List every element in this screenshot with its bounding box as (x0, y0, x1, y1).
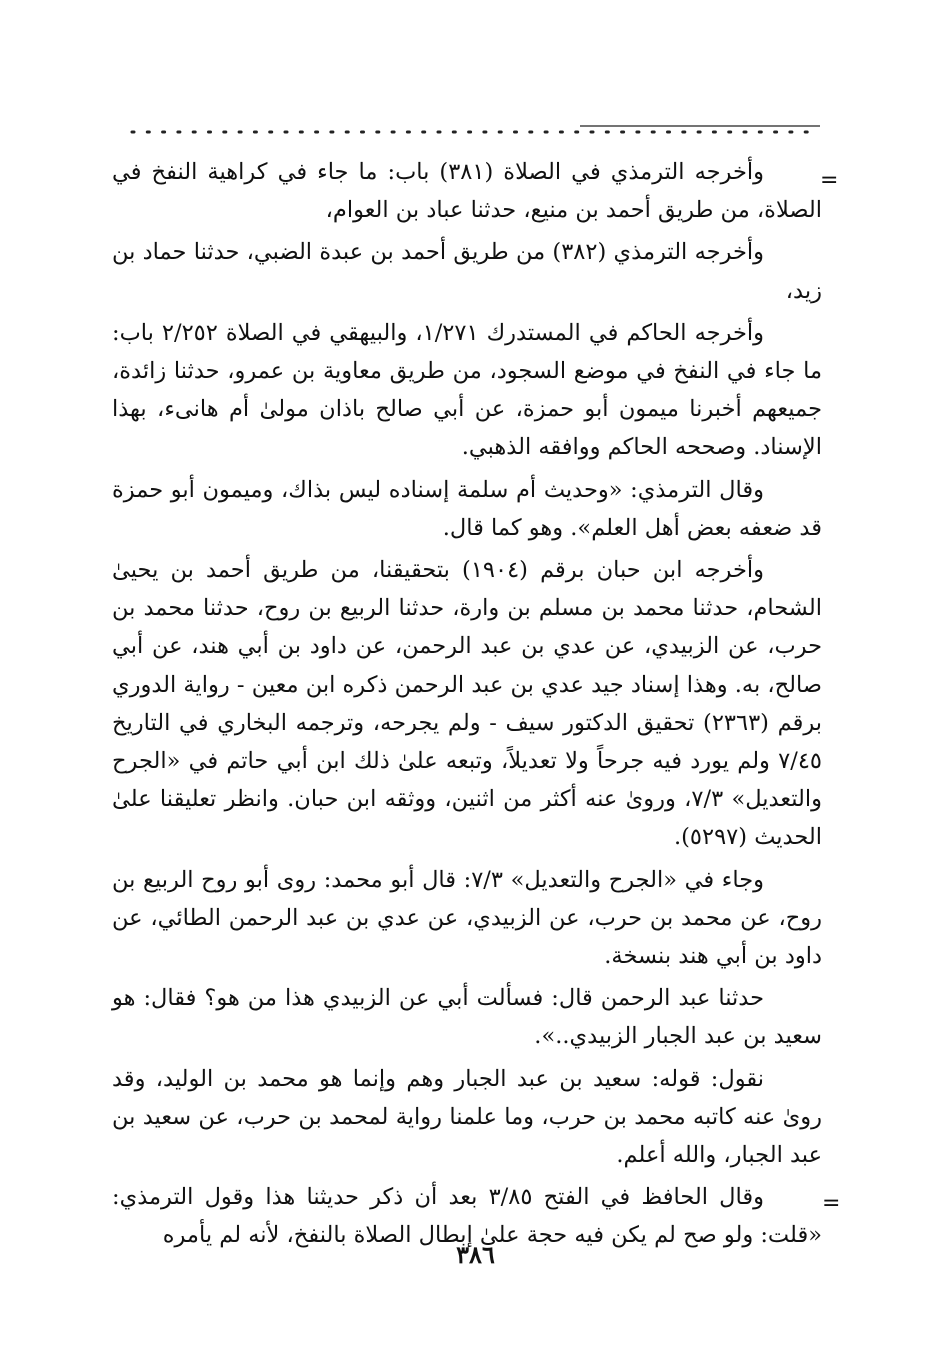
continuation-mark-top: = (820, 168, 839, 193)
paragraph: وجاء في «الجرح والتعديل» ٧/٣: قال أبو محمد: روى أبو روح الربيع بن روح، عن محمد بن حرب، عن الزبيدي، عن عدي بن عبد الرحمن الطائي، عن داود بن أبي هند بنسخة. (112, 866, 822, 970)
paragraph: وقال الترمذي: «وحديث أم سلمة إسناده ليس بذاك، وميمون أبو حمزة قد ضعفه بعض أهل العلم». وهو كما قال. (112, 476, 822, 541)
footnote-separator (128, 118, 820, 138)
paragraph: وأخرجه الترمذي (٣٨٢) من طريق أحمد بن عبدة الضبي، حدثنا حماد بن زيد، (112, 239, 822, 304)
paragraph: وأخرجه ابن حبان برقم (١٩٠٤) بتحقيقنا، من طريق أحمد بن يحيىٰ الشحام، حدثنا محمد بن مسلم بن وارة، حدثنا الربيع بن روح، حدثنا محمد بن حرب، عن الزبيدي، عن عدي بن عبد الرحمن، عن داود بن أبي هند، عن أبي صالح، به. وهذا إسناد جيد عدي بن عبد الرحمن ذكره ابن معين - رواية الدوري برقم (٢٣٦٣) تحقيق الدكتور سيف - ولم يجرحه، وترجمه البخاري في التاريخ ٧/٤٥ ولم يورد فيه جرحاً ولا تعديلاً، وتبعه علىٰ ذلك ابن أبي حاتم في «الجرح والتعديل» ٧/٣، وروىٰ عنه أكثر من اثنين، ووثقه ابن حبان. وانظر تعليقنا علىٰ الحديث (٥٢٩٧). (112, 557, 822, 851)
paragraph: نقول: قوله: سعيد بن عبد الجبار وهم وإنما هو محمد بن الوليد، وقد روىٰ عنه كاتبه محمد بن حرب، وما علمنا رواية لمحمد بن حرب، عن سعيد بن عبد الجبار، والله أعلم. (112, 1065, 822, 1169)
footnote-text (112, 153, 822, 1259)
paragraph: حدثنا عبد الرحمن قال: فسألت أبي عن الزبيدي هذا من هو؟ فقال: هو سعيد بن عبد الجبار الزبيدي..». (112, 985, 822, 1050)
page-number: ٣٨٦ (456, 1240, 495, 1269)
continuation-mark-bottom: = (822, 1191, 841, 1216)
paragraph: وقال الحافظ في الفتح ٣/٨٥ بعد أن ذكر حديثنا هذا وقول الترمذي: «قلت: ولو صح لم يكن فيه حجة علىٰ إبطال الصلاة بالنفخ، لأنه لم يأمره (112, 1184, 822, 1249)
paragraph: وأخرجه الترمذي في الصلاة (٣٨١) باب: ما جاء في كراهية النفخ في الصلاة، من طريق أحمد بن منيع، حدثنا عباد بن العوام، (112, 159, 822, 224)
paragraph: وأخرجه الحاكم في المستدرك ١/٢٧١، والبيهقي في الصلاة ٢/٢٥٢ باب: ما جاء في النفخ في موضع السجود، من طريق معاوية بن عمرو، حدثنا زائدة، جميعهم أخبرنا ميمون أبو حمزة، عن أبي صالح باذان مولىٰ أم هانىء، بهذا الإسناد. وصححه الحاكم ووافقه الذهبي. (112, 319, 822, 461)
dotted-rule (128, 118, 820, 138)
